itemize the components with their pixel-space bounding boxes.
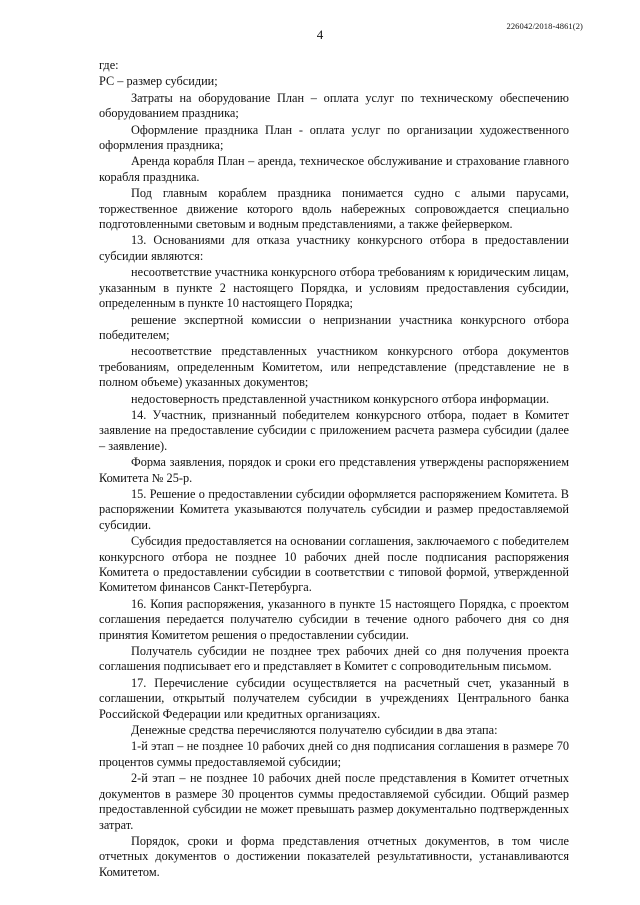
paragraph: Затраты на оборудование План – оплата услуг по техническому обеспечению оборудованием праздника; [99, 90, 569, 121]
paragraph: несоответствие участника конкурсного отбора требованиям к юридическим лицам, указанным в пункте 2 настоящего Порядка, и условиям предоставления субсидии, определенным в пункте 10 настоящего Порядка; [99, 265, 569, 311]
document-body [99, 58, 569, 881]
paragraph: Порядок, сроки и форма представления отчетных документов, в том числе отчетных документов о достижении показателей результативности, устанавливаются Комитетом. [99, 833, 569, 879]
paragraph: 1-й этап – не позднее 10 рабочих дней со дня подписания соглашения в размере 70 процентов суммы предоставляемой субсидии; [99, 739, 569, 769]
paragraph: несоответствие представленных участником конкурсного отбора документов требованиям, определенным Комитетом, или непредставление (представление не в полном объеме) указанных документов; [99, 344, 569, 390]
paragraph: 16. Копия распоряжения, указанного в пункте 15 настоящего Порядка, с проектом соглашения передается получателю субсидии в течение одного рабочего дня со дня принятия Комитетом решения о предоставлении субсидии. [99, 596, 569, 642]
paragraph: недостоверность представленной участником конкурсного отбора информации. [131, 391, 550, 406]
paragraph: Получатель субсидии не позднее трех рабочих дней со дня получения проекта соглашения подписывает его и представляет в Комитет с сопроводительным письмом. [99, 644, 569, 674]
paragraph: Аренда корабля План – аренда, техническое обслуживание и страхование главного корабля праздника. [99, 154, 569, 184]
paragraph: РС – размер субсидии; [99, 74, 218, 89]
document-code: 226042/2018-4861(2) [506, 21, 583, 31]
paragraph: 15. Решение о предоставлении субсидии оформляется распоряжением Комитета. В распоряжении Комитета указываются получатель субсидии и размер предоставляемой субсидии. [99, 486, 569, 532]
paragraph: Оформление праздника План - оплата услуг по организации художественного оформления праздника; [99, 122, 569, 153]
paragraph: Денежные средства перечисляются получателю субсидии в два этапа: [131, 723, 498, 738]
paragraph: Под главным кораблем праздника понимается судно с алыми парусами, торжественное движение которого вдоль набережных сопровождается специально подготовленными световым и водным представлениями, а также фейерверком. [99, 186, 569, 232]
paragraph: 2-й этап – не позднее 10 рабочих дней после представления в Комитет отчетных документов в размере 30 процентов суммы предоставляемой субсидии. Общий размер предоставленной субсидии не может превышать размер документально подтвержденных затрат. [99, 771, 569, 832]
paragraph: 17. Перечисление субсидии осуществляется на расчетный счет, указанный в соглашении, открытый получателем субсидии в учреждениях Центрального банка Российской Федерации или кредитных организациях. [99, 675, 569, 721]
paragraph: решение экспертной комиссии о непризнании участника конкурсного отбора победителем; [99, 312, 569, 342]
paragraph: где: [99, 58, 119, 72]
paragraph: 13. Основаниями для отказа участнику конкурсного отбора в предоставлении субсидии являются: [99, 233, 569, 263]
page-number: 4 [316, 27, 324, 42]
paragraph: Субсидия предоставляется на основании соглашения, заключаемого с победителем конкурсного отбора не позднее 10 рабочих дней после подписания распоряжения Комитета о предоставлении субсидии в соответствии с типовой формой, утвержденной Комитетом финансов Санкт-Петербурга. [99, 534, 569, 595]
paragraph: Форма заявления, порядок и сроки его представления утверждены распоряжением Комитета № 25-р. [99, 455, 569, 485]
paragraph: 14. Участник, признанный победителем конкурсного отбора, подает в Комитет заявление на предоставление субсидии с приложением расчета размера субсидии (далее – заявление). [99, 407, 569, 453]
